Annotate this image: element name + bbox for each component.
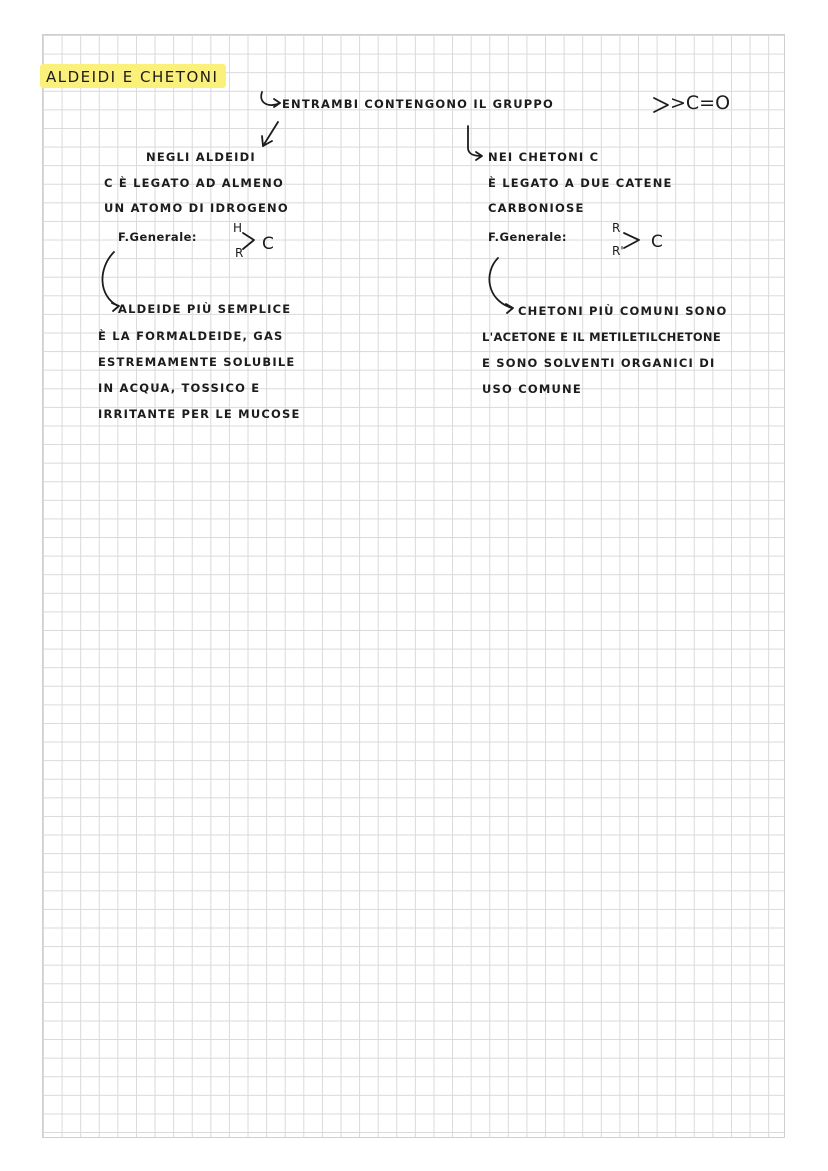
left-note-line-3: ESTREMAMENTE SOLUBILE (98, 355, 296, 369)
left-formula-label: F.Generale: (118, 230, 198, 244)
right-note-line-1: CHETONI PIÙ COMUNI SONO (518, 304, 728, 318)
grid-paper (42, 34, 785, 1138)
right-note-line-3: E SONO SOLVENTI ORGANICI DI (482, 356, 716, 370)
right-formula-label: F.Generale: (488, 230, 568, 244)
right-note-line-4: USO COMUNE (482, 382, 582, 396)
top-note-text: ENTRAMBI CONTENGONO IL GRUPPO (282, 97, 555, 111)
right-formula-center: C (651, 232, 663, 252)
page-title: ALDEIDI E CHETONI (40, 64, 226, 88)
left-formula-center: C (262, 234, 274, 254)
right-formula-bottom: R' (612, 244, 624, 258)
left-note-line-4: IN ACQUA, TOSSICO E (98, 381, 261, 395)
left-line-1: C È LEGATO AD ALMENO (104, 176, 284, 190)
left-line-2: UN ATOMO DI IDROGENO (104, 201, 289, 215)
left-formula-bottom: R (235, 246, 244, 260)
carbonyl-group-formula: >C=O (670, 92, 731, 114)
right-line-1: È LEGATO A DUE CATENE (488, 176, 673, 190)
left-heading: NEGLI ALDEIDI (146, 150, 256, 164)
right-formula-top: R (612, 221, 621, 235)
left-formula-top: H (233, 221, 243, 235)
left-note-line-2: È LA FORMALDEIDE, GAS (98, 329, 284, 343)
right-heading: NEI CHETONI C (488, 150, 600, 164)
right-note-line-2: L'ACETONE E IL METILETILCHETONE (482, 330, 721, 344)
left-note-line-1: ALDEIDE PIÙ SEMPLICE (118, 302, 292, 316)
right-line-2: CARBONIOSE (488, 201, 585, 215)
left-note-line-5: IRRITANTE PER LE MUCOSE (98, 407, 301, 421)
